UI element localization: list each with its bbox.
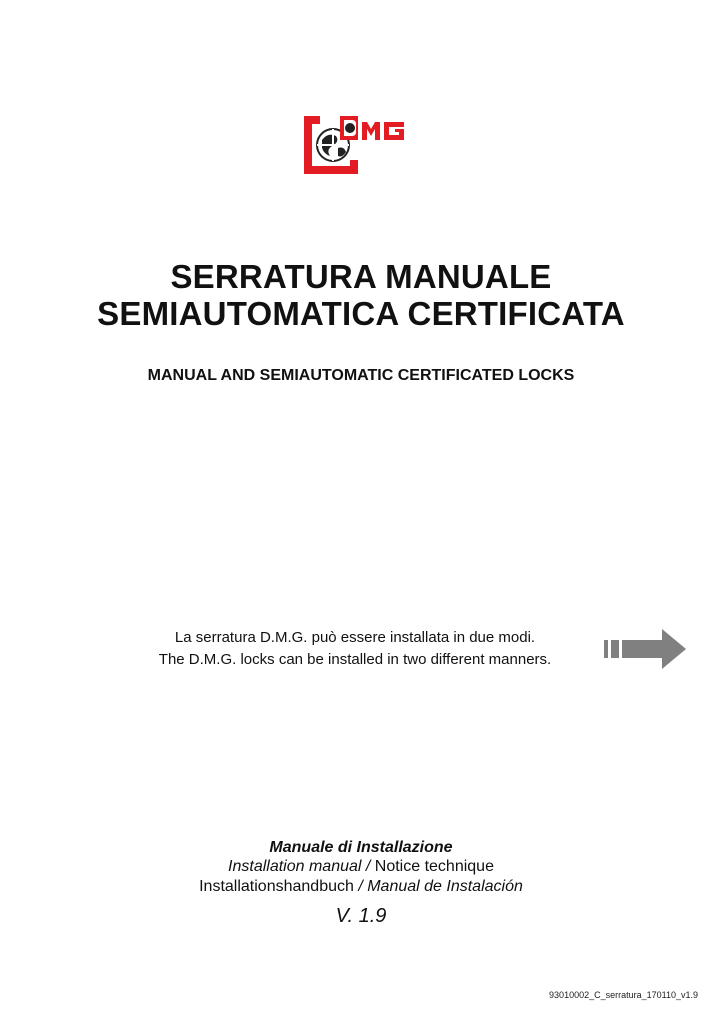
installation-text-english: The D.M.G. locks can be installed in two different manners.	[158, 651, 552, 668]
manual-english-label: Installation manual /	[228, 858, 375, 875]
manual-french-label: Notice technique	[374, 858, 494, 875]
version-label: V. 1.9	[335, 905, 387, 927]
subtitle: MANUAL AND SEMIAUTOMATIC CERTIFICATED LOCKS	[147, 367, 575, 384]
arrow-right-icon[interactable]	[604, 628, 688, 670]
manual-spanish-label: / Manual de Instalación	[353, 878, 523, 895]
manual-languages-line-2	[0, 877, 722, 897]
title-line-1: SERRATURA MANUALE	[170, 258, 552, 295]
manual-german-label: Installationshandbuch	[199, 878, 354, 895]
document-id: 93010002_C_serratura_170110_v1.9	[549, 990, 698, 1000]
title-line-2: SEMIAUTOMATICA CERTIFICATA	[97, 295, 625, 332]
manual-title: Manuale di Installazione	[269, 839, 453, 856]
dmg-logo	[300, 112, 422, 178]
manual-languages-line-1	[0, 857, 722, 877]
installation-text-italian: La serratura D.M.G. può essere installata in due modi.	[174, 629, 536, 646]
